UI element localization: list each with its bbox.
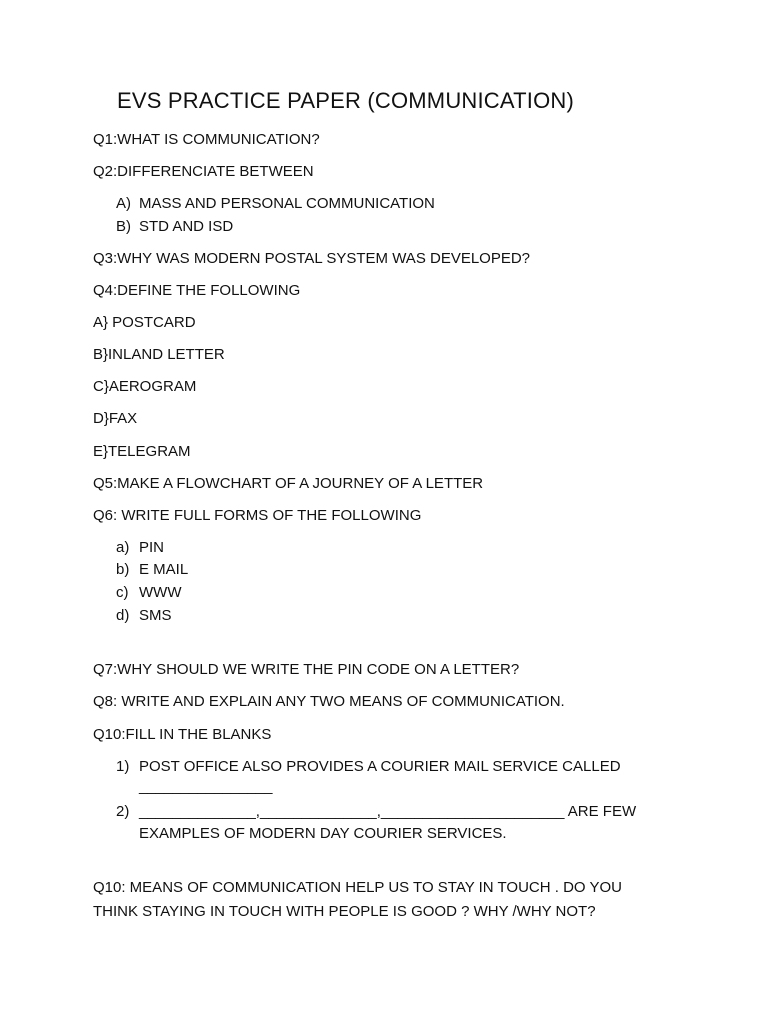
define-item-postcard: A} POSTCARD [93, 314, 196, 331]
question-10-essay: Q10: MEANS OF COMMUNICATION HELP US TO STAY IN TOUCH . DO YOU [93, 879, 622, 896]
list-marker: B) [116, 218, 131, 235]
list-marker: 2) [116, 803, 130, 820]
define-item-telegram: E}TELEGRAM [93, 443, 191, 460]
define-item-fax: D}FAX [93, 410, 138, 427]
list-marker: c) [116, 584, 129, 601]
blank-line: ________________ [139, 778, 273, 795]
list-item: MASS AND PERSONAL COMMUNICATION [139, 195, 435, 212]
question-10-fill-blanks: Q10:FILL IN THE BLANKS [93, 726, 272, 743]
list-item: PIN [139, 539, 165, 556]
question-5: Q5:MAKE A FLOWCHART OF A JOURNEY OF A LETTER [93, 475, 484, 492]
question-10-essay-continuation: THINK STAYING IN TOUCH WITH PEOPLE IS GOOD ? WHY /WHY NOT? [93, 903, 596, 920]
list-item-continuation: EXAMPLES OF MODERN DAY COURIER SERVICES. [139, 825, 507, 842]
list-item: ______________,______________,______________________ ARE FEW [139, 803, 637, 820]
question-8: Q8: WRITE AND EXPLAIN ANY TWO MEANS OF COMMUNICATION. [93, 693, 565, 710]
list-marker: 1) [116, 758, 130, 775]
list-item: STD AND ISD [139, 218, 234, 235]
list-item: E MAIL [139, 561, 189, 578]
question-7: Q7:WHY SHOULD WE WRITE THE PIN CODE ON A LETTER? [93, 661, 520, 678]
define-item-inland-letter: B}INLAND LETTER [93, 346, 225, 363]
list-marker: b) [116, 561, 130, 578]
question-2: Q2:DIFFERENCIATE BETWEEN [93, 163, 314, 180]
list-marker: A) [116, 195, 131, 212]
question-3: Q3:WHY WAS MODERN POSTAL SYSTEM WAS DEVELOPED? [93, 250, 531, 267]
page-title: EVS PRACTICE PAPER (COMMUNICATION) [117, 88, 575, 113]
question-6: Q6: WRITE FULL FORMS OF THE FOLLOWING [93, 507, 422, 524]
list-item: WWW [139, 584, 182, 601]
list-item: POST OFFICE ALSO PROVIDES A COURIER MAIL SERVICE CALLED [139, 758, 621, 775]
list-marker: a) [116, 539, 130, 556]
list-marker: d) [116, 607, 130, 624]
question-4: Q4:DEFINE THE FOLLOWING [93, 282, 301, 299]
define-item-aerogram: C}AEROGRAM [93, 378, 197, 395]
question-1: Q1:WHAT IS COMMUNICATION? [93, 131, 320, 148]
list-item: SMS [139, 607, 172, 624]
